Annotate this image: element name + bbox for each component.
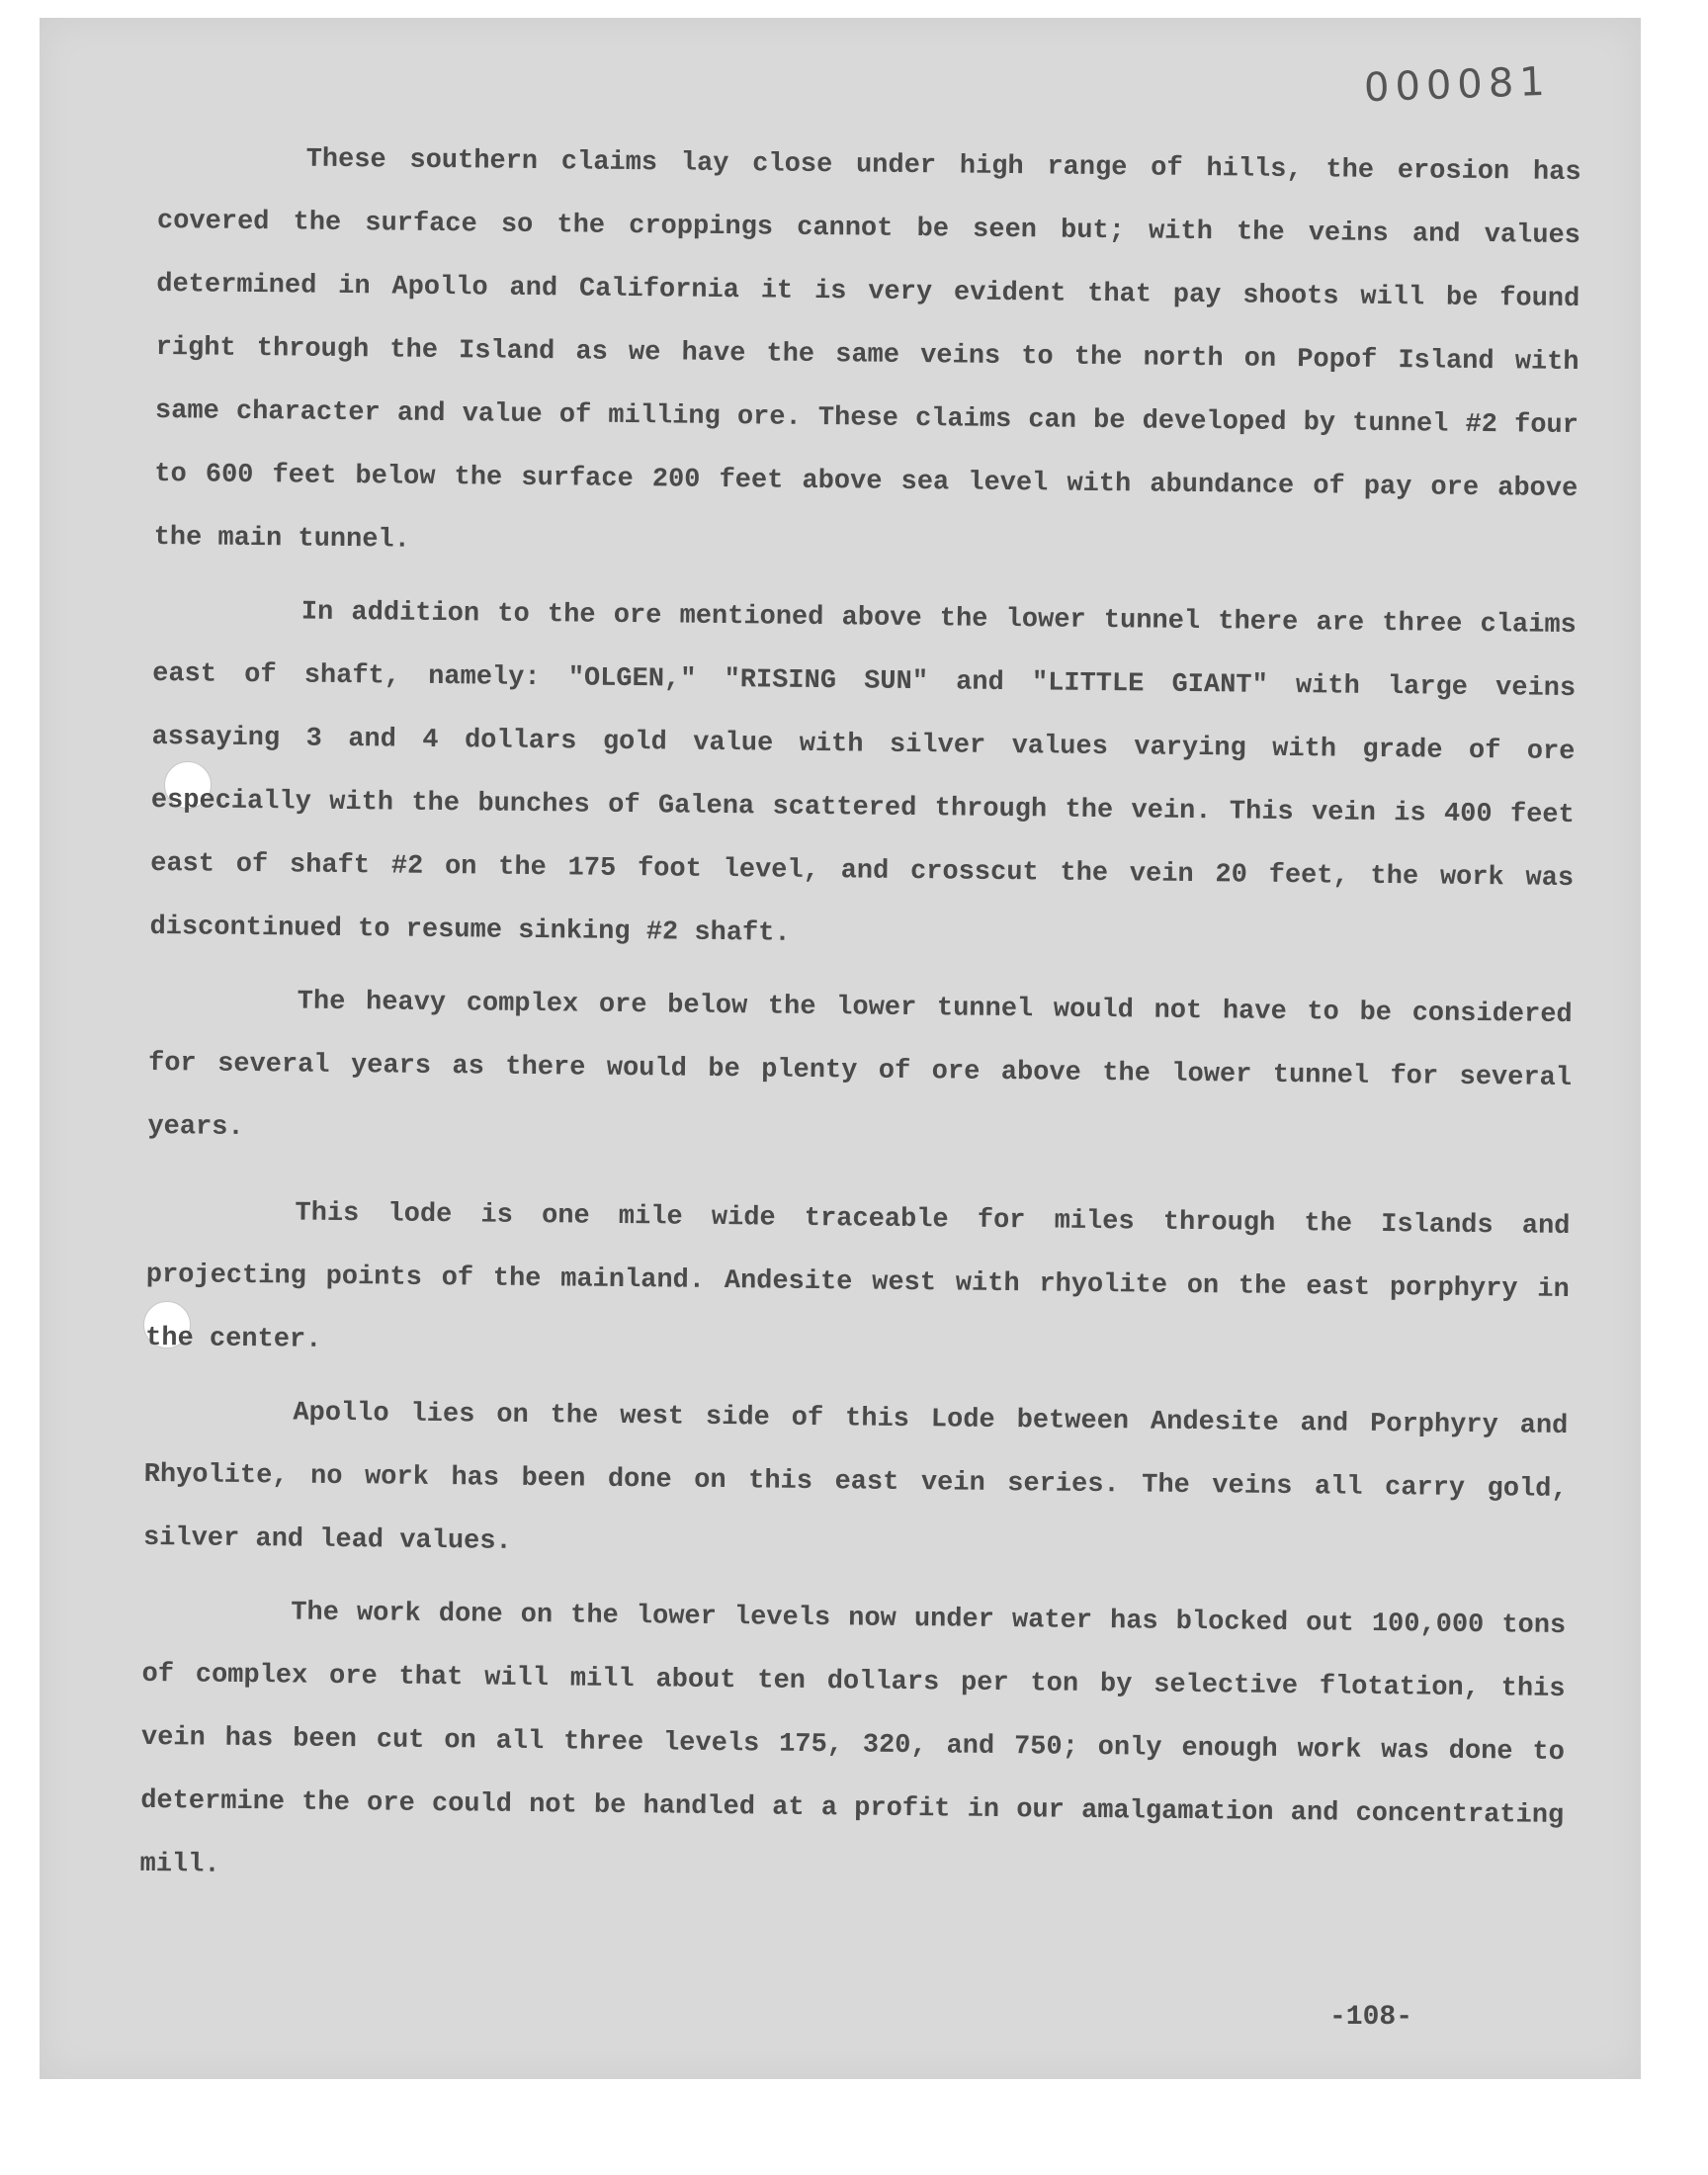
paragraph-ore-east-of-shaft: In addition to the ore mentioned above the lower tunnel there are three claims east of shaft, namely: "OLGEN," "RISING SUN" and "LITTLE GIANT" with large veins assaying 3 and 4 dollars gold value with silver values varying with grade of ore especially with the bunches of Galena scattered through the vein. This vein is 400 feet east of shaft #2 on the 175 foot level, and crosscut the vein 20 feet, the work was discontinued to resume sinking #2 shaft. xyxy=(149,597,1577,949)
page-number: -108- xyxy=(1329,2002,1413,2033)
paragraph-apollo-location: Apollo lies on the west side of this Lode between Andesite and Porphyry and Rhyolite, no work has been done on this east vein series. The veins all carry gold, silver and lead values. xyxy=(142,1398,1569,1557)
body-text xyxy=(139,127,1581,1911)
document-stamp-number: 000081 xyxy=(1363,58,1552,112)
paragraph-lower-levels: The work done on the lower levels now under water has blocked out 100,000 tons of complex ore that will mill about ten dollars per ton by selective flotation, this vein has been cut on all three levels 175, 320, and 750; only enough work was done to determine the ore could not be handled at a profit in our amalgamation and concentrating mill. xyxy=(139,1598,1567,1880)
paragraph-southern-claims: These southern claims lay close under high range of hills, the erosion has covered the surface so the croppings cannot be seen but; with the veins and values determined in Apollo and California it is very evident that pay shoots will be found right through the Island as we have the same veins to the north on Popof Island with same character and value of milling ore. These claims can be developed by tunnel #2 four to 600 feet below the surface 200 feet above sea level with abundance of pay ore above the main tunnel. xyxy=(153,144,1581,556)
paragraph-heavy-complex-ore: The heavy complex ore below the lower tunnel would not have to be considered for several years as there would be plenty of ore above the lower tunnel for several years. xyxy=(147,987,1573,1143)
paragraph-lode-width: This lode is one mile wide traceable for miles through the Islands and projecting points of the mainland. Andesite west with rhyolite on the east porphyry in the center. xyxy=(145,1198,1571,1355)
